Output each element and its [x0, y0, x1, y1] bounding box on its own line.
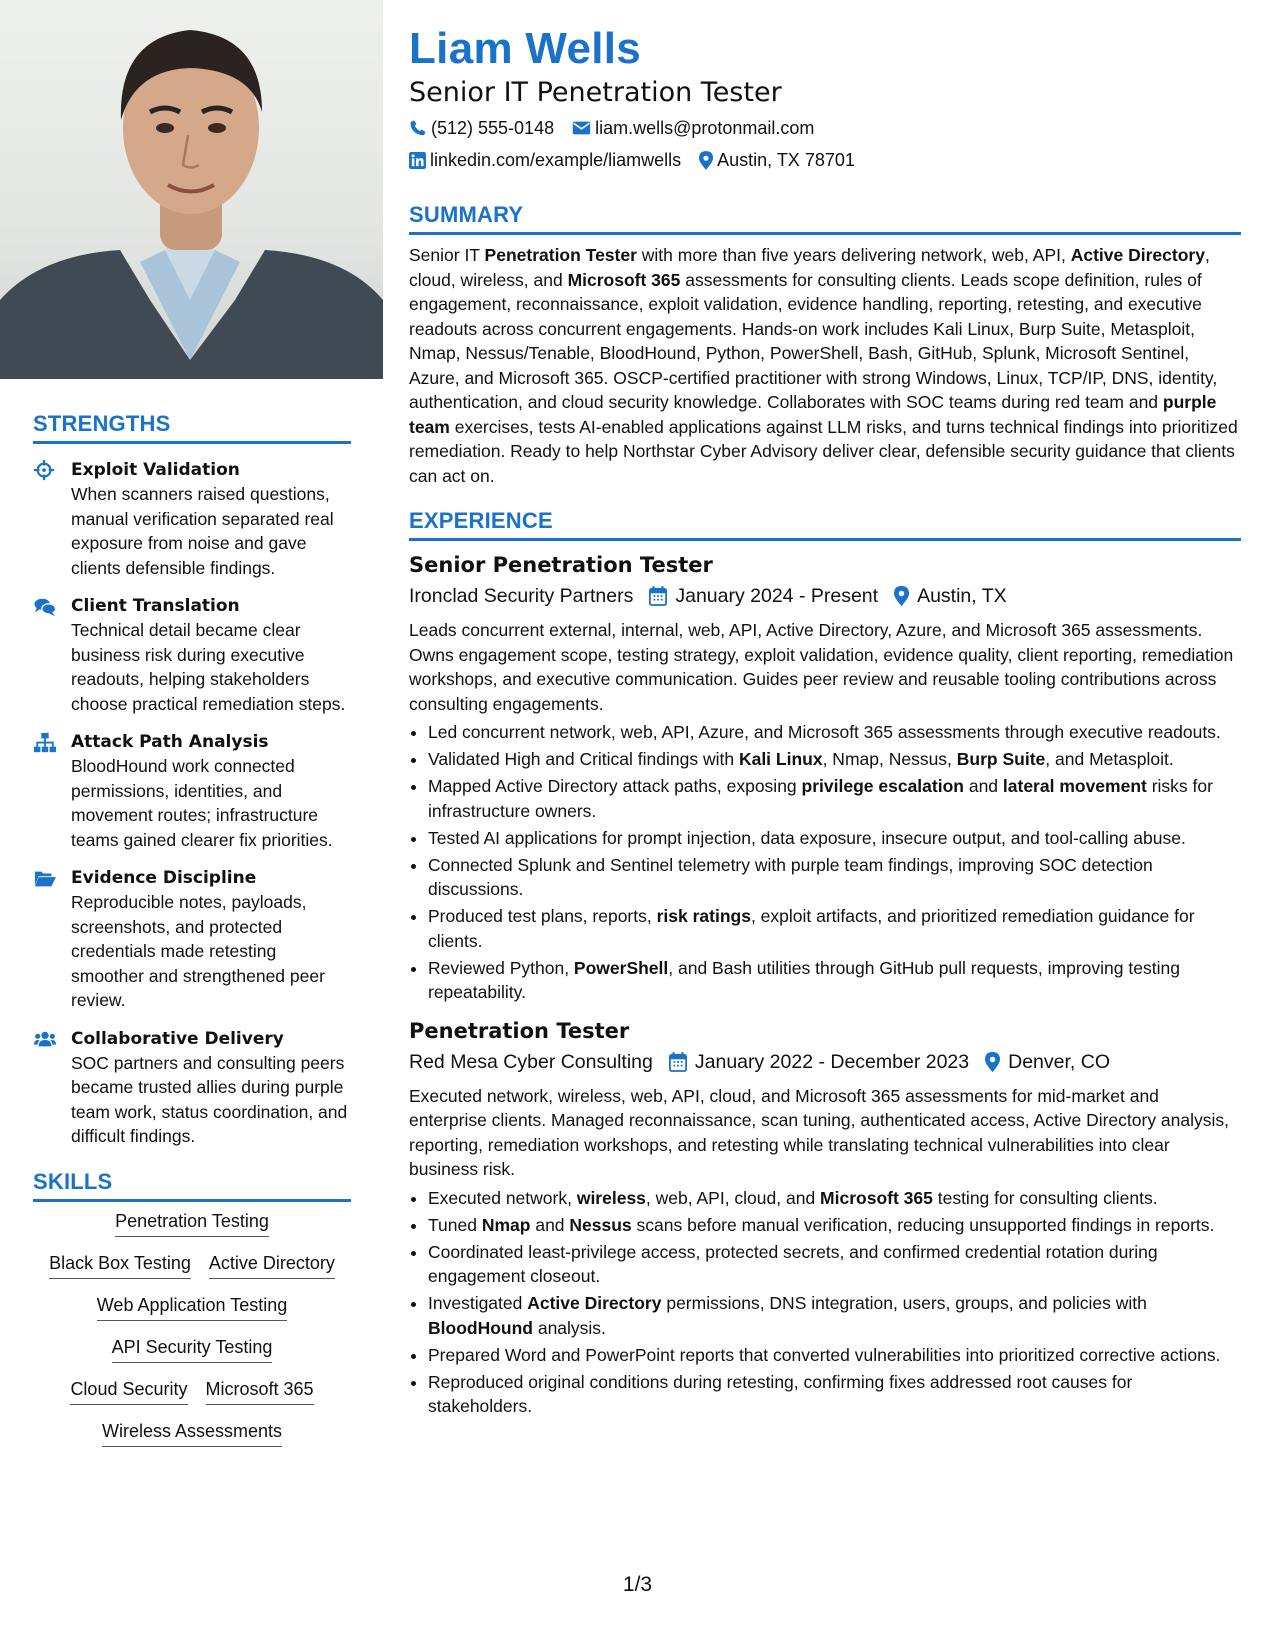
bullet-text-run: , web, API, cloud, and [645, 1187, 821, 1208]
linkedin-text: linkedin.com/example/liamwells [430, 150, 682, 170]
bullet-text-run: scans before manual verification, reducing unsupported findings in reports. [631, 1214, 1215, 1235]
bullet-item [428, 720, 1241, 745]
summary-text-run: , cloud, wireless, and [409, 245, 1210, 290]
users-icon [33, 1029, 57, 1051]
strength-description: Technical detail became clear business risk during executive readouts, helping stakeholders choose practical remediation steps. [71, 620, 346, 714]
job-summary: Executed network, wireless, web, API, cloud, and Microsoft 365 assessments for mid-market and enterprise clients. Managed reconnaissance, scan tuning, authenticated access, Active Directory analysis, reporting, remediation workshops, and retesting while translating technical vulnerabilities into clear business risk. [409, 1085, 1230, 1179]
page-number: 1/3 [622, 1573, 653, 1596]
job-location: Austin, TX [917, 585, 1007, 607]
strength-item [33, 458, 351, 580]
bullet-text-run: Reproduced original conditions during retesting, confirming fixes addressed root causes for stakeholders. [428, 1371, 1133, 1416]
bullet-item [428, 1186, 1241, 1211]
strength-item [33, 594, 351, 716]
bold-keyword: PowerShell [573, 957, 669, 978]
bullet-text-run: Produced test plans, reports, [428, 906, 657, 926]
bullet-text-run: and [530, 1214, 570, 1235]
location-text: Austin, TX 78701 [717, 150, 855, 170]
email-contact[interactable] [572, 116, 814, 140]
bold-keyword: wireless [576, 1187, 646, 1208]
bold-keyword: Nmap [481, 1214, 531, 1235]
comments-icon [33, 596, 57, 618]
summary-text-run: Senior IT [409, 245, 485, 265]
bold-keyword: BloodHound [428, 1317, 533, 1338]
linkedin-icon [409, 152, 426, 169]
job-title: Penetration Tester [409, 1018, 630, 1043]
skill-tag: Active Directory [209, 1252, 335, 1279]
skill-tag: Web Application Testing [97, 1294, 287, 1321]
summary-text-run: assessments for consulting clients. Leads scope definition, rules of engagement, reconnaissance, exploit validation, evidence handling, reporting, retesting, and executive readouts across concurrent engagements. Hands-on work includes Kali Linux, Burp Suite, Metasploit, Nmap, Nessus/Tenable, BloodHound, Python, PowerShell, Bash, GitHub, Splunk, Microsoft Sentinel, Azure, and Microsoft 365. OSCP-certified practitioner with strong Windows, Linux, TCP/IP, DNS, identity, authentication, and cloud security knowledge. Collaborates with SOC teams during red team and [409, 269, 1218, 412]
strength-title: Attack Path Analysis [71, 732, 269, 752]
bullet-item [428, 1213, 1241, 1238]
bullet-text-run: , Nmap, Nessus, [822, 749, 957, 769]
job-dates: January 2022 - December 2023 [694, 1050, 970, 1073]
bullet-item [428, 747, 1241, 772]
bold-keyword: privilege escalation [801, 776, 964, 796]
bullet-item [428, 774, 1241, 823]
bullet-text-run: testing for consulting clients. [932, 1187, 1158, 1208]
experience-section [409, 508, 1241, 1419]
skill-tag: Black Box Testing [49, 1252, 191, 1279]
job-summary: Leads concurrent external, internal, web, API, Active Directory, Azure, and Microsoft 365 assessments. Owns engagement scope, testing strategy, exploit validation, evidence quality, client reporting, remediation workshops, and executive communication. Guides peer review and reusable tooling contributions across consulting engagements. [409, 620, 1234, 714]
bold-keyword: Penetration Tester [484, 245, 637, 265]
skill-tag: Penetration Testing [115, 1210, 269, 1237]
email-text: liam.wells@protonmail.com [595, 118, 815, 138]
bullet-item [428, 853, 1241, 902]
skill-tag: API Security Testing [112, 1336, 273, 1363]
skills-list [33, 1210, 351, 1447]
bullet-item [428, 956, 1241, 1005]
candidate-role: Senior IT Penetration Tester [409, 77, 782, 108]
map-marker-icon [699, 151, 713, 170]
bullet-text-run: Investigated [428, 1293, 528, 1313]
job-meta [409, 1048, 1241, 1076]
bold-keyword: lateral movement [1002, 776, 1147, 796]
profile-photo [0, 0, 383, 379]
bold-keyword: risk ratings [656, 906, 751, 926]
phone-icon [409, 119, 427, 137]
bullet-text-run: analysis. [532, 1317, 606, 1338]
skills-section [33, 1169, 351, 1447]
job-meta [409, 582, 1241, 610]
bullet-text-run: Tuned [428, 1214, 482, 1235]
company-name: Red Mesa Cyber Consulting [409, 1050, 653, 1073]
company-name: Ironclad Security Partners [409, 585, 634, 607]
linkedin-contact[interactable] [409, 148, 681, 172]
bullet-text-run: , and Metasploit. [1045, 749, 1174, 769]
strength-description: When scanners raised questions, manual verification separated real exposure from noise and gave clients defensible findings. [71, 484, 334, 578]
job-bullets [409, 720, 1241, 1005]
job-dates: January 2024 - Present [675, 585, 879, 607]
summary-text [409, 243, 1241, 488]
calendar-icon [649, 586, 667, 606]
bold-keyword: Microsoft 365 [820, 1187, 933, 1208]
phone-text: (512) 555-0148 [431, 118, 555, 138]
bullet-text-run: , and Bash utilities through GitHub pull requests, improving testing repeatability. [428, 957, 1180, 1002]
bold-keyword: Kali Linux [738, 749, 823, 769]
bullet-text-run: Led concurrent network, web, API, Azure, and Microsoft 365 assessments through executive readouts. [428, 722, 1221, 742]
strength-description: BloodHound work connected permissions, identities, and movement routes; infrastructure teams gained clearer fix priorities. [71, 756, 333, 850]
bullet-item [428, 1240, 1241, 1289]
bullet-item [428, 1291, 1241, 1340]
summary-text-run: with more than five years delivering network, web, API, [636, 245, 1071, 265]
bullet-text-run: , exploit artifacts, and prioritized remediation guidance for clients. [428, 906, 1195, 951]
bullet-text-run: Tested AI applications for prompt injection, data exposure, insecure output, and tool-calling abuse. [428, 827, 1186, 848]
sidebar [0, 0, 383, 1650]
skill-tag: Wireless Assessments [102, 1420, 282, 1447]
sitemap-icon [33, 732, 57, 754]
strength-title: Collaborative Delivery [71, 1028, 284, 1049]
bullet-text-run: Prepared Word and PowerPoint reports that converted vulnerabilities into prioritized corrective actions. [428, 1344, 1221, 1365]
strength-item [33, 730, 351, 852]
location-contact [699, 148, 855, 172]
map-marker-icon [985, 1052, 1000, 1072]
job-location: Denver, CO [1008, 1050, 1110, 1073]
bold-keyword: Active Directory [527, 1293, 662, 1313]
phone-contact[interactable] [409, 116, 554, 140]
map-marker-icon [894, 586, 909, 606]
bullet-text-run: Coordinated least-privilege access, protected secrets, and confirmed credential rotation during engagement closeout. [428, 1241, 1158, 1286]
candidate-name: Liam Wells [409, 24, 642, 73]
job-title: Senior Penetration Tester [409, 553, 713, 577]
portrait-illustration [0, 0, 383, 379]
contact-info [409, 116, 1241, 172]
bullet-item [428, 1343, 1241, 1368]
bullet-text-run: Reviewed Python, [428, 957, 574, 978]
summary-section [409, 202, 1241, 488]
folder-open-icon [33, 868, 57, 890]
strength-item [33, 1027, 351, 1149]
job-bullets [409, 1186, 1241, 1419]
job-entry [409, 551, 1241, 1005]
strengths-heading: STRENGTHS [33, 411, 351, 444]
bullet-text-run: Executed network, [428, 1187, 577, 1208]
bold-keyword: Microsoft 365 [567, 269, 681, 290]
skill-tag: Microsoft 365 [206, 1378, 314, 1405]
main-content [409, 0, 1241, 1421]
bold-keyword: Nessus [569, 1214, 632, 1235]
bold-keyword: Active Directory [1070, 245, 1205, 265]
summary-heading: SUMMARY [409, 202, 1241, 235]
bullet-text-run: risks for infrastructure owners. [428, 776, 1213, 821]
bullet-text-run: Connected Splunk and Sentinel telemetry with purple team findings, improving SOC detection discussions. [428, 854, 1153, 899]
crosshairs-icon [33, 460, 57, 482]
strength-description: Reproducible notes, payloads, screenshots, and protected credentials made retesting smoother and strengthened peer review. [71, 892, 325, 1010]
strength-item [33, 866, 351, 1013]
strength-title: Client Translation [71, 596, 240, 616]
strength-title: Evidence Discipline [71, 868, 257, 888]
bullet-item [428, 904, 1241, 953]
summary-text-run: exercises, tests AI-enabled applications against LLM risks, and turns technical findings into prioritized remediation. Ready to help Northstar Cyber Advisory deliver clear, defensible security guidance that clients can act on. [409, 416, 1238, 486]
bold-keyword: Burp Suite [956, 749, 1046, 769]
skill-tag: Cloud Security [70, 1378, 187, 1405]
bullet-text-run: Validated High and Critical findings with [428, 749, 739, 769]
bullet-item [428, 1370, 1241, 1419]
bullet-text-run: permissions, DNS integration, users, groups, and policies with [661, 1293, 1147, 1313]
strength-description: SOC partners and consulting peers became trusted allies during purple team work, status coordination, and difficult findings. [71, 1052, 348, 1146]
calendar-icon [669, 1052, 687, 1072]
bullet-text-run: and [963, 776, 1003, 796]
strength-title: Exploit Validation [71, 460, 240, 480]
bold-keyword: purple team [409, 392, 1217, 437]
bullet-text-run: Mapped Active Directory attack paths, exposing [428, 776, 802, 796]
job-entry [409, 1017, 1241, 1419]
envelope-icon [572, 120, 591, 136]
skills-heading: SKILLS [33, 1169, 351, 1202]
bullet-item [428, 826, 1241, 851]
experience-heading: EXPERIENCE [409, 508, 1241, 541]
